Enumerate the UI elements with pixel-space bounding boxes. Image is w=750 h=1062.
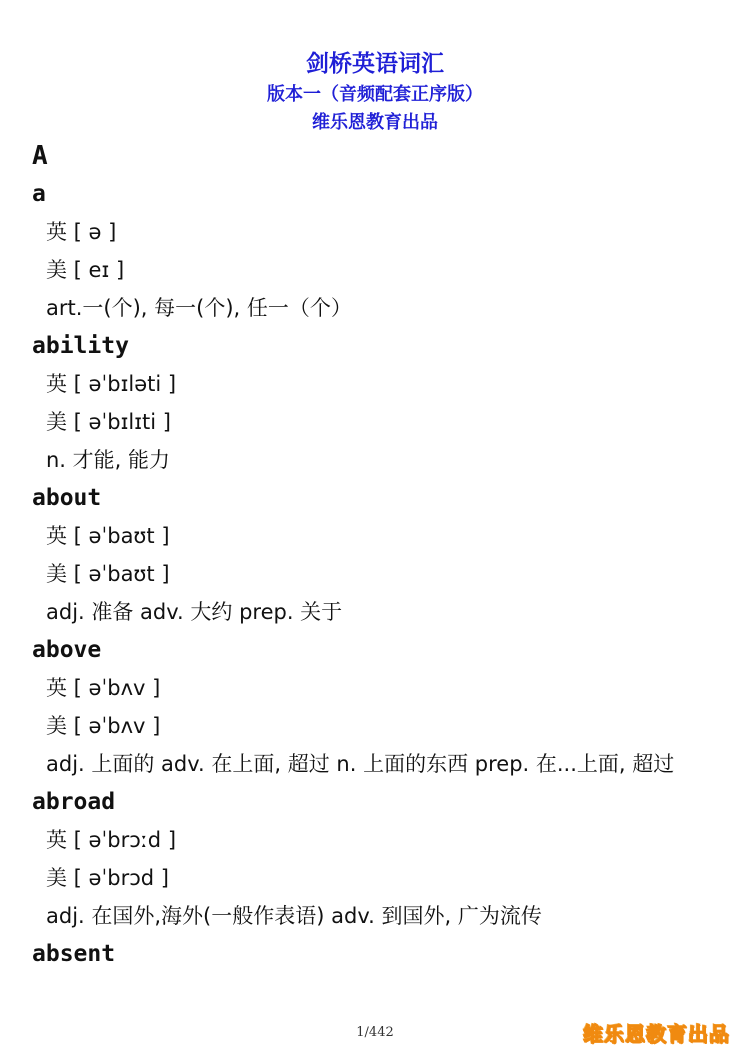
entry-definition: adj. 准备 adv. 大约 prep. 关于 [46,600,343,624]
us-pronunciation: 美 [ əˈbaʊt ] [46,562,170,586]
uk-pronunciation: 英 [ əˈbrɔːd ] [46,828,177,852]
entry-definition: n. 才能, 能力 [46,448,171,472]
entry-definition: adj. 在国外,海外(一般作表语) adv. 到国外, 广为流传 [46,904,542,928]
uk-pronunciation: 英 [ əˈbɪləti ] [46,372,177,396]
uk-pronunciation: 英 [ əˈbʌv ] [46,676,161,700]
entry-word: about [32,485,102,511]
entry-word: ability [32,333,129,359]
document-title: 剑桥英语词汇 [306,51,444,77]
entry-ability [32,327,722,479]
page-number: 1/442 [356,1025,394,1040]
entry-abroad [32,783,722,935]
uk-pronunciation: 英 [ əˈbaʊt ] [46,524,170,548]
us-pronunciation: 美 [ əˈbɪlɪti ] [46,410,171,434]
us-pronunciation: 美 [ əˈbʌv ] [46,714,161,738]
entry-word: above [32,637,102,663]
entry-word: a [32,181,46,207]
us-pronunciation: 美 [ eɪ ] [46,258,125,282]
entry-definition: adj. 上面的 adv. 在上面, 超过 n. 上面的东西 prep. 在...上面, 超过 [46,752,675,776]
uk-pronunciation: 英 [ ə ] [46,220,117,244]
document-subtitle: 版本一（音频配套正序版） [267,84,483,105]
entry-definition: art.一(个), 每一(个), 任一（个） [46,296,352,320]
us-pronunciation: 美 [ əˈbrɔd ] [46,866,169,890]
entry-a [32,175,722,327]
entry-about [32,479,722,631]
section-letter: A [32,141,48,171]
document-publisher: 维乐恩教育出品 [312,112,438,133]
entry-word: abroad [32,789,116,815]
vocabulary-list [32,137,722,973]
publisher-watermark: 维乐恩教育出品 [583,1022,730,1046]
entry-above [32,631,722,783]
entry-word-absent: absent [32,941,116,967]
